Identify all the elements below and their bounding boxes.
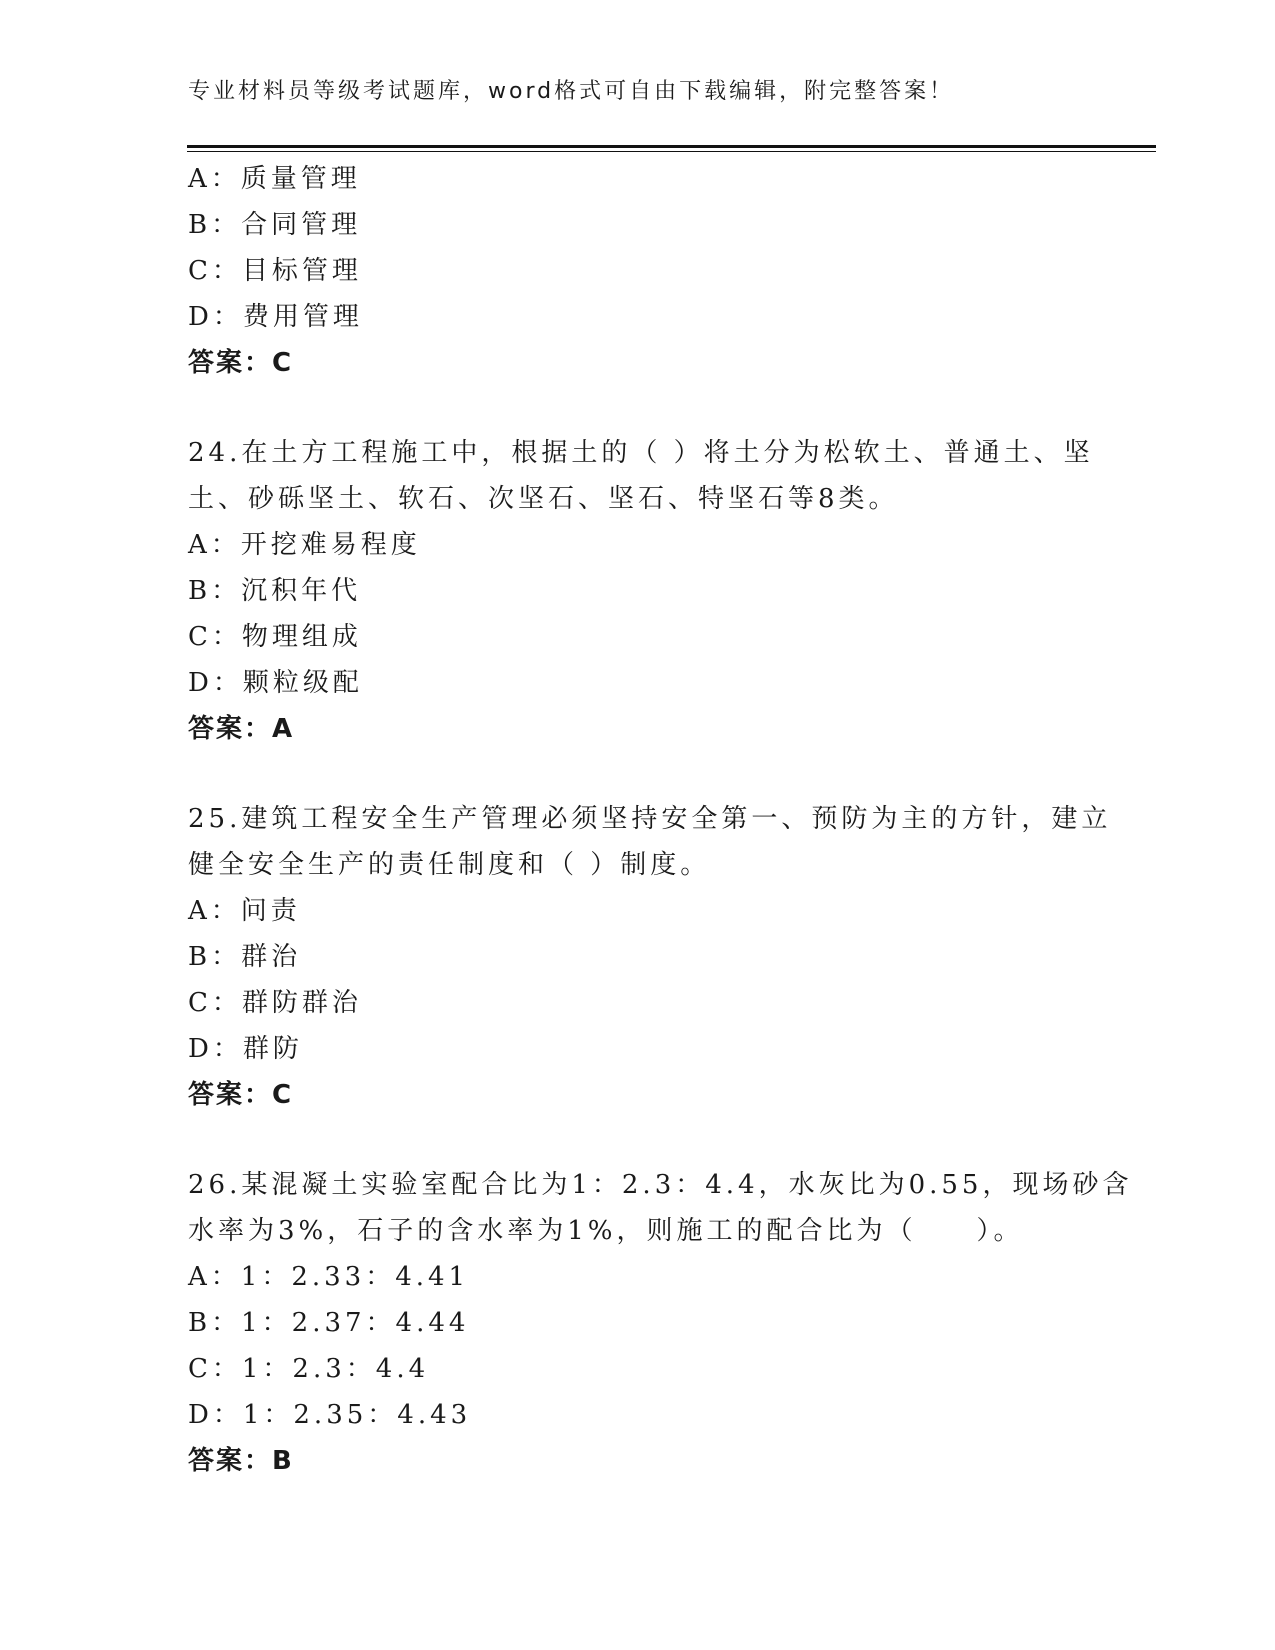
option-d: D：费用管理 [188, 302, 363, 332]
page-header: 专业材料员等级考试题库，word格式可自由下载编辑，附完整答案！ [188, 79, 955, 104]
question-stem-continued: 土、砂砾坚土、软石、次坚石、坚石、特坚石等8类。 [188, 484, 899, 514]
answer-line: 答案：C [188, 1080, 294, 1110]
option-a: A：质量管理 [188, 164, 361, 194]
question-25-block [188, 796, 1112, 1118]
header-rule-thin [187, 151, 1156, 152]
question-list [188, 156, 1133, 1484]
option-d: D：1：2.35：4.43 [188, 1400, 472, 1430]
question-24-block [188, 430, 1094, 752]
option-c: C：物理组成 [188, 622, 362, 652]
question-stem: 26.某混凝土实验室配合比为1：2.3：4.4，水灰比为0.55，现场砂含 [188, 1170, 1133, 1200]
answer-line: 答案：A [188, 714, 295, 744]
question-26-block [188, 1162, 1133, 1484]
option-d: D：颗粒级配 [188, 668, 363, 698]
option-b: B：沉积年代 [188, 576, 362, 606]
option-a: A：开挖难易程度 [188, 530, 421, 560]
question-stem: 24.在土方工程施工中，根据土的（ ）将土分为松软土、普通土、坚 [188, 438, 1094, 468]
option-a: A：问责 [188, 896, 301, 926]
header-rule-thick [187, 145, 1156, 148]
answer-line: 答案：C [188, 348, 294, 378]
option-b: B：群治 [188, 942, 302, 972]
option-a: A：1：2.33：4.41 [188, 1262, 470, 1292]
option-c: C：群防群治 [188, 988, 362, 1018]
option-d: D：群防 [188, 1034, 303, 1064]
question-stem-continued: 水率为3%，石子的含水率为1%，则施工的配合比为（ ）。 [188, 1216, 1024, 1246]
question-stem: 25.建筑工程安全生产管理必须坚持安全第一、预防为主的方针，建立 [188, 804, 1112, 834]
question-23-block [188, 156, 1088, 386]
answer-line: 答案：B [188, 1446, 294, 1476]
option-b: B：1：2.37：4.44 [188, 1308, 470, 1338]
question-stem-continued: 健全安全生产的责任制度和（ ）制度。 [188, 850, 711, 880]
option-c: C：1：2.3：4.4 [188, 1354, 430, 1384]
option-b: B：合同管理 [188, 210, 362, 240]
option-c: C：目标管理 [188, 256, 362, 286]
